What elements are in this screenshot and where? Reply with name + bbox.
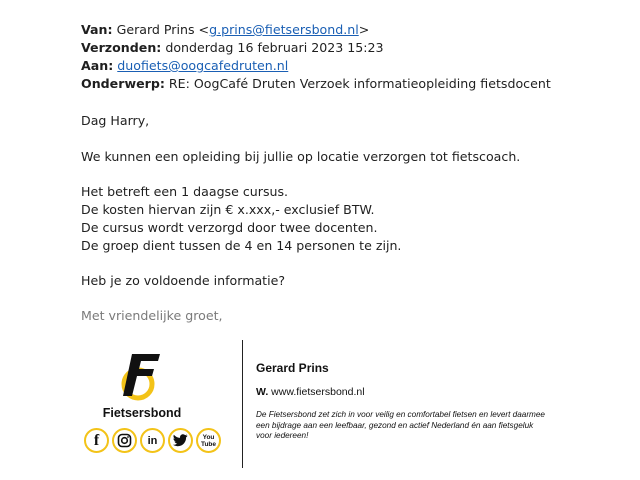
linkedin-glyph: in	[147, 434, 158, 447]
subject-line	[81, 75, 551, 93]
body-line-4: De cursus wordt verzorgd door twee docenten.	[81, 220, 378, 235]
question-line: Heb je zo voldoende informatie?	[81, 273, 286, 288]
web-label: W.	[256, 386, 269, 398]
sent-value: donderdag 16 februari 2023 15:23	[165, 40, 384, 55]
from-end: >	[358, 22, 370, 37]
to-line	[81, 57, 551, 75]
twitter-icon[interactable]	[168, 428, 193, 453]
from-name: Gerard Prins <	[116, 22, 210, 37]
subject-value: RE: OogCafé Druten Verzoek informatieopleiding fietsdocent	[168, 76, 551, 91]
email-header	[81, 21, 551, 93]
signature-tagline: De Fietsersbond zet zich in voor veilig en comfortabel fietsen en levert daarmee een bijdrage aan een leefbaar, gezond en actief Nederland én aan fietsgeluk voor iedereen!	[256, 410, 545, 440]
body-line-5: De groep dient tussen de 4 en 14 personen te zijn.	[81, 238, 402, 253]
facebook-glyph: f	[93, 431, 100, 449]
twitter-glyph	[173, 434, 188, 447]
from-line	[81, 21, 551, 39]
fietsersbond-logo-icon	[116, 348, 166, 403]
greeting: Dag Harry,	[81, 113, 150, 128]
signature-divider	[242, 340, 243, 468]
signature-name: Gerard Prins	[256, 361, 329, 375]
facebook-icon[interactable]	[84, 428, 109, 453]
body-line-3: De kosten hiervan zijn € x.xxx,- exclusief BTW.	[81, 202, 375, 217]
youtube-icon[interactable]	[196, 428, 221, 453]
social-icons	[84, 428, 221, 453]
brand-name: Fietsersbond	[102, 406, 182, 420]
sent-line	[81, 39, 551, 57]
body-line-1: We kunnen een opleiding bij jullie op locatie verzorgen tot fietscoach.	[81, 149, 521, 164]
signature-logo	[84, 348, 234, 468]
to-label: Aan:	[81, 58, 114, 73]
sent-label: Verzonden:	[81, 40, 162, 55]
web-value[interactable]: www.fietsersbond.nl	[271, 386, 365, 398]
from-email-link[interactable]: g.prins@fietsersbond.nl	[209, 22, 359, 37]
subject-label: Onderwerp:	[81, 76, 165, 91]
closing-line: Met vriendelijke groet,	[81, 308, 223, 323]
youtube-glyph: You Tube	[200, 433, 217, 448]
instagram-icon[interactable]	[112, 428, 137, 453]
body-line-2: Het betreft een 1 daagse cursus.	[81, 184, 289, 199]
linkedin-icon[interactable]	[140, 428, 165, 453]
to-email-link[interactable]: duofiets@oogcafedruten.nl	[117, 58, 289, 73]
from-label: Van:	[81, 22, 113, 37]
instagram-glyph	[117, 433, 132, 448]
signature-website	[256, 386, 365, 398]
